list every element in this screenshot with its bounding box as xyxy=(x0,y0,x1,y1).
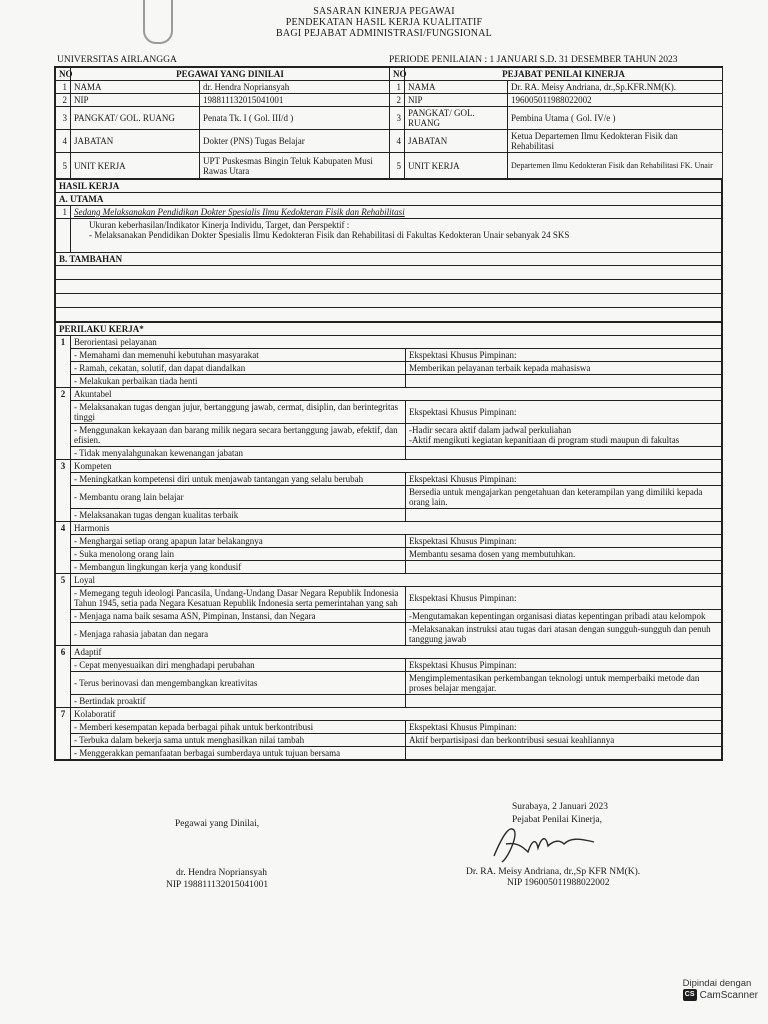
employee-name: dr. Hendra Nopriansyah xyxy=(176,868,268,878)
behavior-group-header xyxy=(56,574,722,587)
leader-expectation xyxy=(406,375,722,388)
behavior-row xyxy=(56,721,722,734)
behavior-row xyxy=(56,486,722,509)
hasil-kerja-table xyxy=(55,179,722,322)
field-value: 198811132015041001 xyxy=(200,94,390,107)
field-value: Pembina Utama ( Gol. IV/e ) xyxy=(508,107,723,130)
identity-row xyxy=(56,153,723,179)
group-number: 4 xyxy=(56,522,71,574)
leader-expectation: Memberikan pelayanan terbaik kepada mahasiswa xyxy=(406,362,722,375)
field-label: UNIT KERJA xyxy=(71,153,200,179)
behavior-row xyxy=(56,734,722,747)
row-number: 1 xyxy=(390,81,405,94)
item-spacer xyxy=(56,219,71,253)
leader-expectation: -Hadir secara aktif dalam jadwal perkuliahan -Aktif mengikuti kegiatan kepanitiaan di program studi maupun di fakultas xyxy=(406,424,722,447)
group-number: 6 xyxy=(56,646,71,708)
behavior-item: - Terbuka dalam bekerja sama untuk menghasilkan nilai tambah xyxy=(71,734,406,747)
section-title: PERILAKU KERJA* xyxy=(56,323,722,336)
behavior-group-header xyxy=(56,460,722,473)
field-label: PANGKAT/ GOL. RUANG xyxy=(405,107,508,130)
behavior-row xyxy=(56,375,722,388)
field-value: Dr. RA. Meisy Andriana, dr.,Sp.KFR.NM(K). xyxy=(508,81,723,94)
behavior-item: - Melaksanakan tugas dengan jujur, bertanggung jawab, cermat, disiplin, dan berintegritas tinggi xyxy=(71,401,406,424)
identity-row xyxy=(56,94,723,107)
skp-form xyxy=(54,66,723,761)
blank-row xyxy=(56,294,722,308)
field-value: 196005011988022002 xyxy=(508,94,723,107)
section-subtitle: B. TAMBAHAN xyxy=(56,253,722,266)
leader-expectation: Ekspektasi Khusus Pimpinan: xyxy=(406,535,722,548)
field-value: Penata Tk. I ( Gol. III/d ) xyxy=(200,107,390,130)
group-name: Kolaboratif xyxy=(71,708,722,721)
group-name: Kompeten xyxy=(71,460,722,473)
field-label: NAMA xyxy=(71,81,200,94)
document-header xyxy=(0,6,768,39)
leader-expectation: Mengimplementasikan perkembangan teknologi untuk memperbaiki metode dan proses belajar mengajar. xyxy=(406,672,722,695)
group-number: 7 xyxy=(56,708,71,760)
group-number: 2 xyxy=(56,388,71,460)
field-label: JABATAN xyxy=(405,130,508,153)
employee-nip: NIP 198811132015041001 xyxy=(166,880,269,890)
header-line-1: SASARAN KINERJA PEGAWAI xyxy=(313,6,455,17)
camscanner-logo-icon: CS xyxy=(683,989,697,1001)
group-name: Harmonis xyxy=(71,522,722,535)
group-name: Akuntabel xyxy=(71,388,722,401)
behavior-row xyxy=(56,362,722,375)
leader-expectation: Ekspektasi Khusus Pimpinan: xyxy=(406,401,722,424)
appraiser-nip: NIP 196005011988022002 xyxy=(507,878,610,888)
place-date: Surabaya, 2 Januari 2023 xyxy=(512,802,609,812)
group-name: Berorientasi pelayanan xyxy=(71,336,722,349)
blank-row xyxy=(56,266,722,280)
behavior-group-header xyxy=(56,388,722,401)
behavior-item: - Memahami dan memenuhi kebutuhan masyarakat xyxy=(71,349,406,362)
blank-row xyxy=(56,280,722,294)
group-number: 1 xyxy=(56,336,71,388)
behavior-row xyxy=(56,561,722,574)
behavior-group-header xyxy=(56,522,722,535)
behavior-item: - Membangun lingkungan kerja yang kondusif xyxy=(71,561,406,574)
behavior-item: - Membantu orang lain belajar xyxy=(71,486,406,509)
field-value: UPT Puskesmas Bingin Teluk Kabupaten Musi Rawas Utara xyxy=(200,153,390,179)
leader-expectation: Ekspektasi Khusus Pimpinan: xyxy=(406,659,722,672)
behavior-row xyxy=(56,473,722,486)
row-number: 4 xyxy=(390,130,405,153)
row-number: 3 xyxy=(390,107,405,130)
col-no: NO xyxy=(56,68,71,81)
appraiser-name: Dr. RA. Meisy Andriana, dr.,Sp KFR NM(K). xyxy=(466,867,641,877)
field-label: JABATAN xyxy=(71,130,200,153)
leader-expectation xyxy=(406,509,722,522)
behavior-item: - Menjaga rahasia jabatan dan negara xyxy=(71,623,406,646)
behavior-item: - Suka menolong orang lain xyxy=(71,548,406,561)
behavior-row xyxy=(56,548,722,561)
leader-expectation: Aktif berpartisipasi dan berkontribusi sesuai keahliannya xyxy=(406,734,722,747)
behavior-item: - Terus berinovasi dan mengembangkan kreativitas xyxy=(71,672,406,695)
ukuran-cell xyxy=(71,219,722,253)
perilaku-groups xyxy=(56,336,722,760)
leader-expectation xyxy=(406,447,722,460)
field-label: NAMA xyxy=(405,81,508,94)
behavior-group-header xyxy=(56,708,722,721)
leader-expectation: Bersedia untuk mengajarkan pengetahuan dan keterampilan yang dimiliki kepada orang lain. xyxy=(406,486,722,509)
row-number: 2 xyxy=(56,94,71,107)
behavior-row xyxy=(56,695,722,708)
behavior-group-header xyxy=(56,336,722,349)
field-label: UNIT KERJA xyxy=(405,153,508,179)
identity-row xyxy=(56,130,723,153)
behavior-row xyxy=(56,401,722,424)
identity-row xyxy=(56,107,723,130)
behavior-item: - Ramah, cekatan, solutif, dan dapat diandalkan xyxy=(71,362,406,375)
behavior-item: - Cepat menyesuaikan diri menghadapi perubahan xyxy=(71,659,406,672)
field-label: PANGKAT/ GOL. RUANG xyxy=(71,107,200,130)
row-number: 4 xyxy=(56,130,71,153)
leader-expectation: Ekspektasi Khusus Pimpinan: xyxy=(406,349,722,362)
ukuran-label: Ukuran keberhasilan/Indikator Kinerja Individu, Target, dan Perspektif : xyxy=(89,220,350,230)
leader-expectation xyxy=(406,747,722,760)
behavior-row xyxy=(56,672,722,695)
behavior-item: - Melaksanakan tugas dengan kualitas terbaik xyxy=(71,509,406,522)
header-line-3: BAGI PEJABAT ADMINISTRASI/FUNGSIONAL xyxy=(276,28,492,39)
row-number: 3 xyxy=(56,107,71,130)
leader-expectation: -Mengutamakan kepentingan organisasi diatas kepentingan pribadi atau kelompok xyxy=(406,610,722,623)
field-value: Departemen Ilmu Kedokteran Fisik dan Rehabilitasi FK. Unair xyxy=(508,153,723,179)
ukuran-value: - Melaksanakan Pendidikan Dokter Spesialis Ilmu Kedokteran Fisik dan Rehabilitasi di Fakultas Kedokteran Unair sebanyak 24 SKS xyxy=(89,230,570,240)
field-label: NIP xyxy=(405,94,508,107)
behavior-row xyxy=(56,535,722,548)
behavior-item: - Memegang teguh ideologi Pancasila, Undang-Undang Dasar Negara Republik Indonesia Tahun 1945, setia pada Negara Kesatuan Republik Indonesia serta pemerintahan yang sah xyxy=(71,587,406,610)
row-number: 5 xyxy=(390,153,405,179)
group-name: Adaptif xyxy=(71,646,722,659)
behavior-item: - Meningkatkan kompetensi diri untuk menjawab tantangan yang selalu berubah xyxy=(71,473,406,486)
section-subtitle: A. UTAMA xyxy=(56,193,722,206)
leader-expectation: Ekspektasi Khusus Pimpinan: xyxy=(406,721,722,734)
behavior-item: - Memberi kesempatan kepada berbagai pihak untuk berkontribusi xyxy=(71,721,406,734)
leader-expectation: Ekspektasi Khusus Pimpinan: xyxy=(406,587,722,610)
behavior-row xyxy=(56,509,722,522)
field-label: NIP xyxy=(71,94,200,107)
leader-expectation xyxy=(406,695,722,708)
col-appraiser: PEJABAT PENILAI KINERJA xyxy=(405,68,723,81)
blank-row xyxy=(56,308,722,322)
header-line-2: PENDEKATAN HASIL KERJA KUALITATIF xyxy=(285,17,483,28)
employee-caption: Pegawai yang Dinilai, xyxy=(175,819,260,829)
group-name: Loyal xyxy=(71,574,722,587)
row-number: 2 xyxy=(390,94,405,107)
behavior-item: - Melakukan perbaikan tiada henti xyxy=(71,375,406,388)
behavior-row xyxy=(56,447,722,460)
col-employee: PEGAWAI YANG DINILAI xyxy=(71,68,390,81)
behavior-item: - Tidak menyalahgunakan kewenangan jabatan xyxy=(71,447,406,460)
behavior-item: - Menjaga nama baik sesama ASN, Pimpinan, Instansi, dan Negara xyxy=(71,610,406,623)
group-number: 5 xyxy=(56,574,71,646)
row-number: 1 xyxy=(56,81,71,94)
period-label: PERIODE PENILAIAN : 1 JANUARI S.D. 31 DESEMBER TAHUN 2023 xyxy=(389,55,678,65)
behavior-item: - Menggunakan kekayaan dan barang milik negara secara bertanggung jawab, efektif, dan efisien. xyxy=(71,424,406,447)
behavior-row xyxy=(56,659,722,672)
behavior-item: - Menghargai setiap orang apapun latar belakangnya xyxy=(71,535,406,548)
identity-table xyxy=(55,67,723,179)
institution-name: UNIVERSITAS AIRLANGGA xyxy=(57,55,177,65)
scanner-caption: Dipindai dengan xyxy=(682,978,752,989)
behavior-row xyxy=(56,623,722,646)
field-value: Ketua Departemen Ilmu Kedokteran Fisik dan Rehabilitasi xyxy=(508,130,723,153)
leader-expectation: Membantu sesama dosen yang membutuhkan. xyxy=(406,548,722,561)
leader-expectation: Ekspektasi Khusus Pimpinan: xyxy=(406,473,722,486)
behavior-row xyxy=(56,587,722,610)
behavior-row xyxy=(56,424,722,447)
item-text-value: Sedang Melaksanakan Pendidikan Dokter Spesialis Ilmu Kedokteran Fisik dan Rehabilitasi xyxy=(74,207,405,217)
leader-expectation: -Melaksanakan instruksi atau tugas dari atasan dengan sungguh-sungguh dan penuh tanggung jawab xyxy=(406,623,722,646)
item-text xyxy=(71,206,722,219)
behavior-group-header xyxy=(56,646,722,659)
field-value: Dokter (PNS) Tugas Belajar xyxy=(200,130,390,153)
leader-expectation xyxy=(406,561,722,574)
col-no-2: NO xyxy=(390,68,405,81)
perilaku-kerja-table xyxy=(55,322,722,760)
behavior-row xyxy=(56,610,722,623)
field-value: dr. Hendra Nopriansyah xyxy=(200,81,390,94)
scanner-brand-row xyxy=(683,989,758,1001)
group-number: 3 xyxy=(56,460,71,522)
identity-row xyxy=(56,81,723,94)
behavior-item: - Menggerakkan pemanfaatan berbagai sumberdaya untuk tujuan bersama xyxy=(71,747,406,760)
item-number: 1 xyxy=(56,206,71,219)
appraiser-caption: Pejabat Penilai Kinerja, xyxy=(512,815,602,825)
behavior-item: - Bertindak proaktif xyxy=(71,695,406,708)
appraiser-signature xyxy=(484,822,604,866)
behavior-row xyxy=(56,747,722,760)
section-title: HASIL KERJA xyxy=(56,180,722,193)
camscanner-watermark xyxy=(683,978,758,1001)
row-number: 5 xyxy=(56,153,71,179)
behavior-row xyxy=(56,349,722,362)
scanner-brand: CamScanner xyxy=(699,989,758,1001)
